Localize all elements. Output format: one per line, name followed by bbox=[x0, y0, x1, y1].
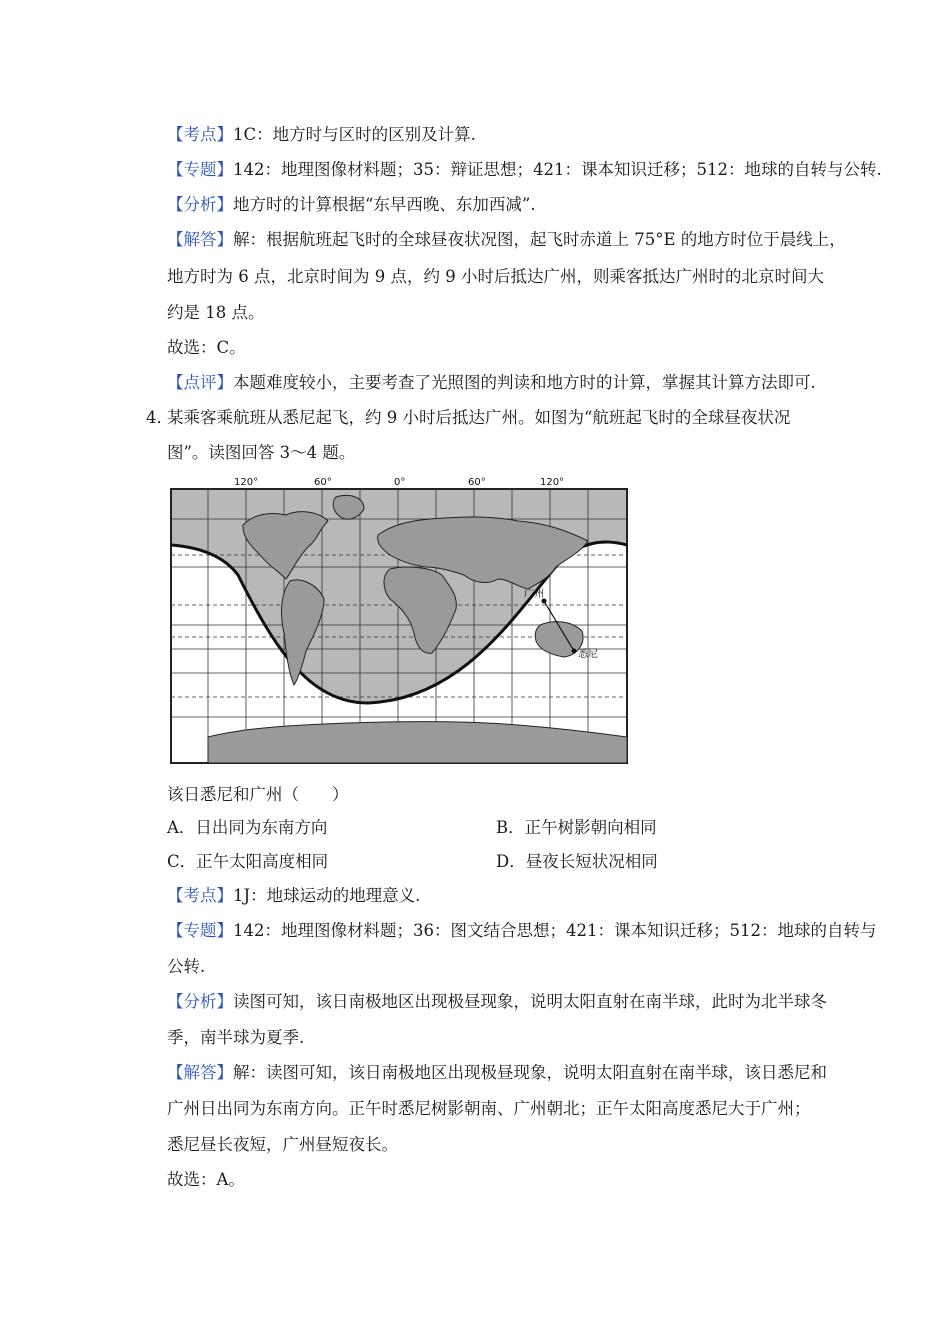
tag: 【点评】 bbox=[167, 373, 233, 392]
tag: 【分析】 bbox=[167, 195, 233, 214]
lon-label-120e: 120° bbox=[540, 477, 565, 488]
lon-label-60w: 60° bbox=[314, 477, 332, 488]
q3-jieda-line3: 约是 18 点。 bbox=[167, 303, 265, 322]
q4-zhuanti-line2: 公转. bbox=[167, 957, 206, 976]
lon-label-0: 0° bbox=[394, 477, 406, 488]
q4-jieda: 【解答】解：读图可知，该日南极地区出现极昼现象，说明太阳直射在南半球，该日悉尼和 bbox=[167, 1063, 827, 1082]
tag: 【专题】 bbox=[167, 921, 233, 940]
option-c[interactable]: C．正午太阳高度相同 bbox=[167, 852, 329, 871]
option-b[interactable]: B．正午树影朝向相同 bbox=[496, 818, 657, 837]
q4-jieda-line3: 悉尼昼长夜短，广州昼短夜长。 bbox=[167, 1135, 398, 1154]
q3-fenxi: 【分析】地方时的计算根据“东早西晚、东加西减”. bbox=[167, 195, 536, 214]
q4-stem-line2: 图”。读图回答 3～4 题。 bbox=[167, 443, 356, 462]
option-d[interactable]: D．昼夜长短状况相同 bbox=[496, 852, 658, 871]
tag: 【专题】 bbox=[167, 160, 233, 179]
tag: 【分析】 bbox=[167, 992, 233, 1011]
lon-label-120w: 120° bbox=[234, 477, 259, 488]
q4-fenxi: 【分析】读图可知，该日南极地区出现极昼现象，说明太阳直射在南半球，此时为北半球冬 bbox=[167, 992, 827, 1011]
q4-fenxi-line2: 季，南半球为夏季. bbox=[167, 1028, 305, 1047]
option-a[interactable]: A．日出同为东南方向 bbox=[167, 818, 328, 837]
q3-answer: 故选：C。 bbox=[167, 338, 246, 357]
q4-jieda-line2: 广州日出同为东南方向。正午时悉尼树影朝南、广州朝北；正午太阳高度悉尼大于广州； bbox=[167, 1099, 811, 1118]
q4-zhuanti: 【专题】142：地理图像材料题；36：图文结合思想；421：课本知识迁移；512：地球的自转与 bbox=[167, 921, 877, 940]
q3-jieda: 【解答】解：根据航班起飞时的全球昼夜状况图，起飞时赤道上 75°E 的地方时位于晨线上， bbox=[167, 230, 846, 249]
place-label-guangzhou: 广州 bbox=[524, 589, 544, 600]
q4-stem-line1: 某乘客乘航班从悉尼起飞，约 9 小时后抵达广州。如图为“航班起飞时的全球昼夜状况 bbox=[167, 408, 791, 427]
q3-zhuanti: 【专题】142：地理图像材料题；35：辩证思想；421：课本知识迁移；512：地球的自转与公转. bbox=[167, 160, 882, 179]
tag: 【解答】 bbox=[167, 230, 233, 249]
lon-label-60e: 60° bbox=[468, 477, 486, 488]
tag: 【考点】 bbox=[167, 125, 233, 144]
q3-dianping: 【点评】本题难度较小，主要考查了光照图的判读和地方时的计算，掌握其计算方法即可. bbox=[167, 373, 816, 392]
tag: 【考点】 bbox=[167, 886, 233, 905]
day-night-map bbox=[168, 475, 630, 765]
q3-jieda-line2: 地方时为 6 点，北京时间为 9 点，约 9 小时后抵达广州，则乘客抵达广州时的北京时间大 bbox=[167, 267, 824, 286]
q4-kaodian: 【考点】1J：地球运动的地理意义. bbox=[167, 886, 421, 905]
q4-question: 该日悉尼和广州（ ） bbox=[167, 785, 349, 804]
tag: 【解答】 bbox=[167, 1063, 233, 1082]
q3-kaodian: 【考点】1C：地方时与区时的区别及计算. bbox=[167, 125, 476, 144]
place-label-sydney: 悉尼 bbox=[578, 649, 598, 660]
q4-answer: 故选：A。 bbox=[167, 1170, 245, 1189]
question-number: 4． bbox=[146, 408, 173, 427]
